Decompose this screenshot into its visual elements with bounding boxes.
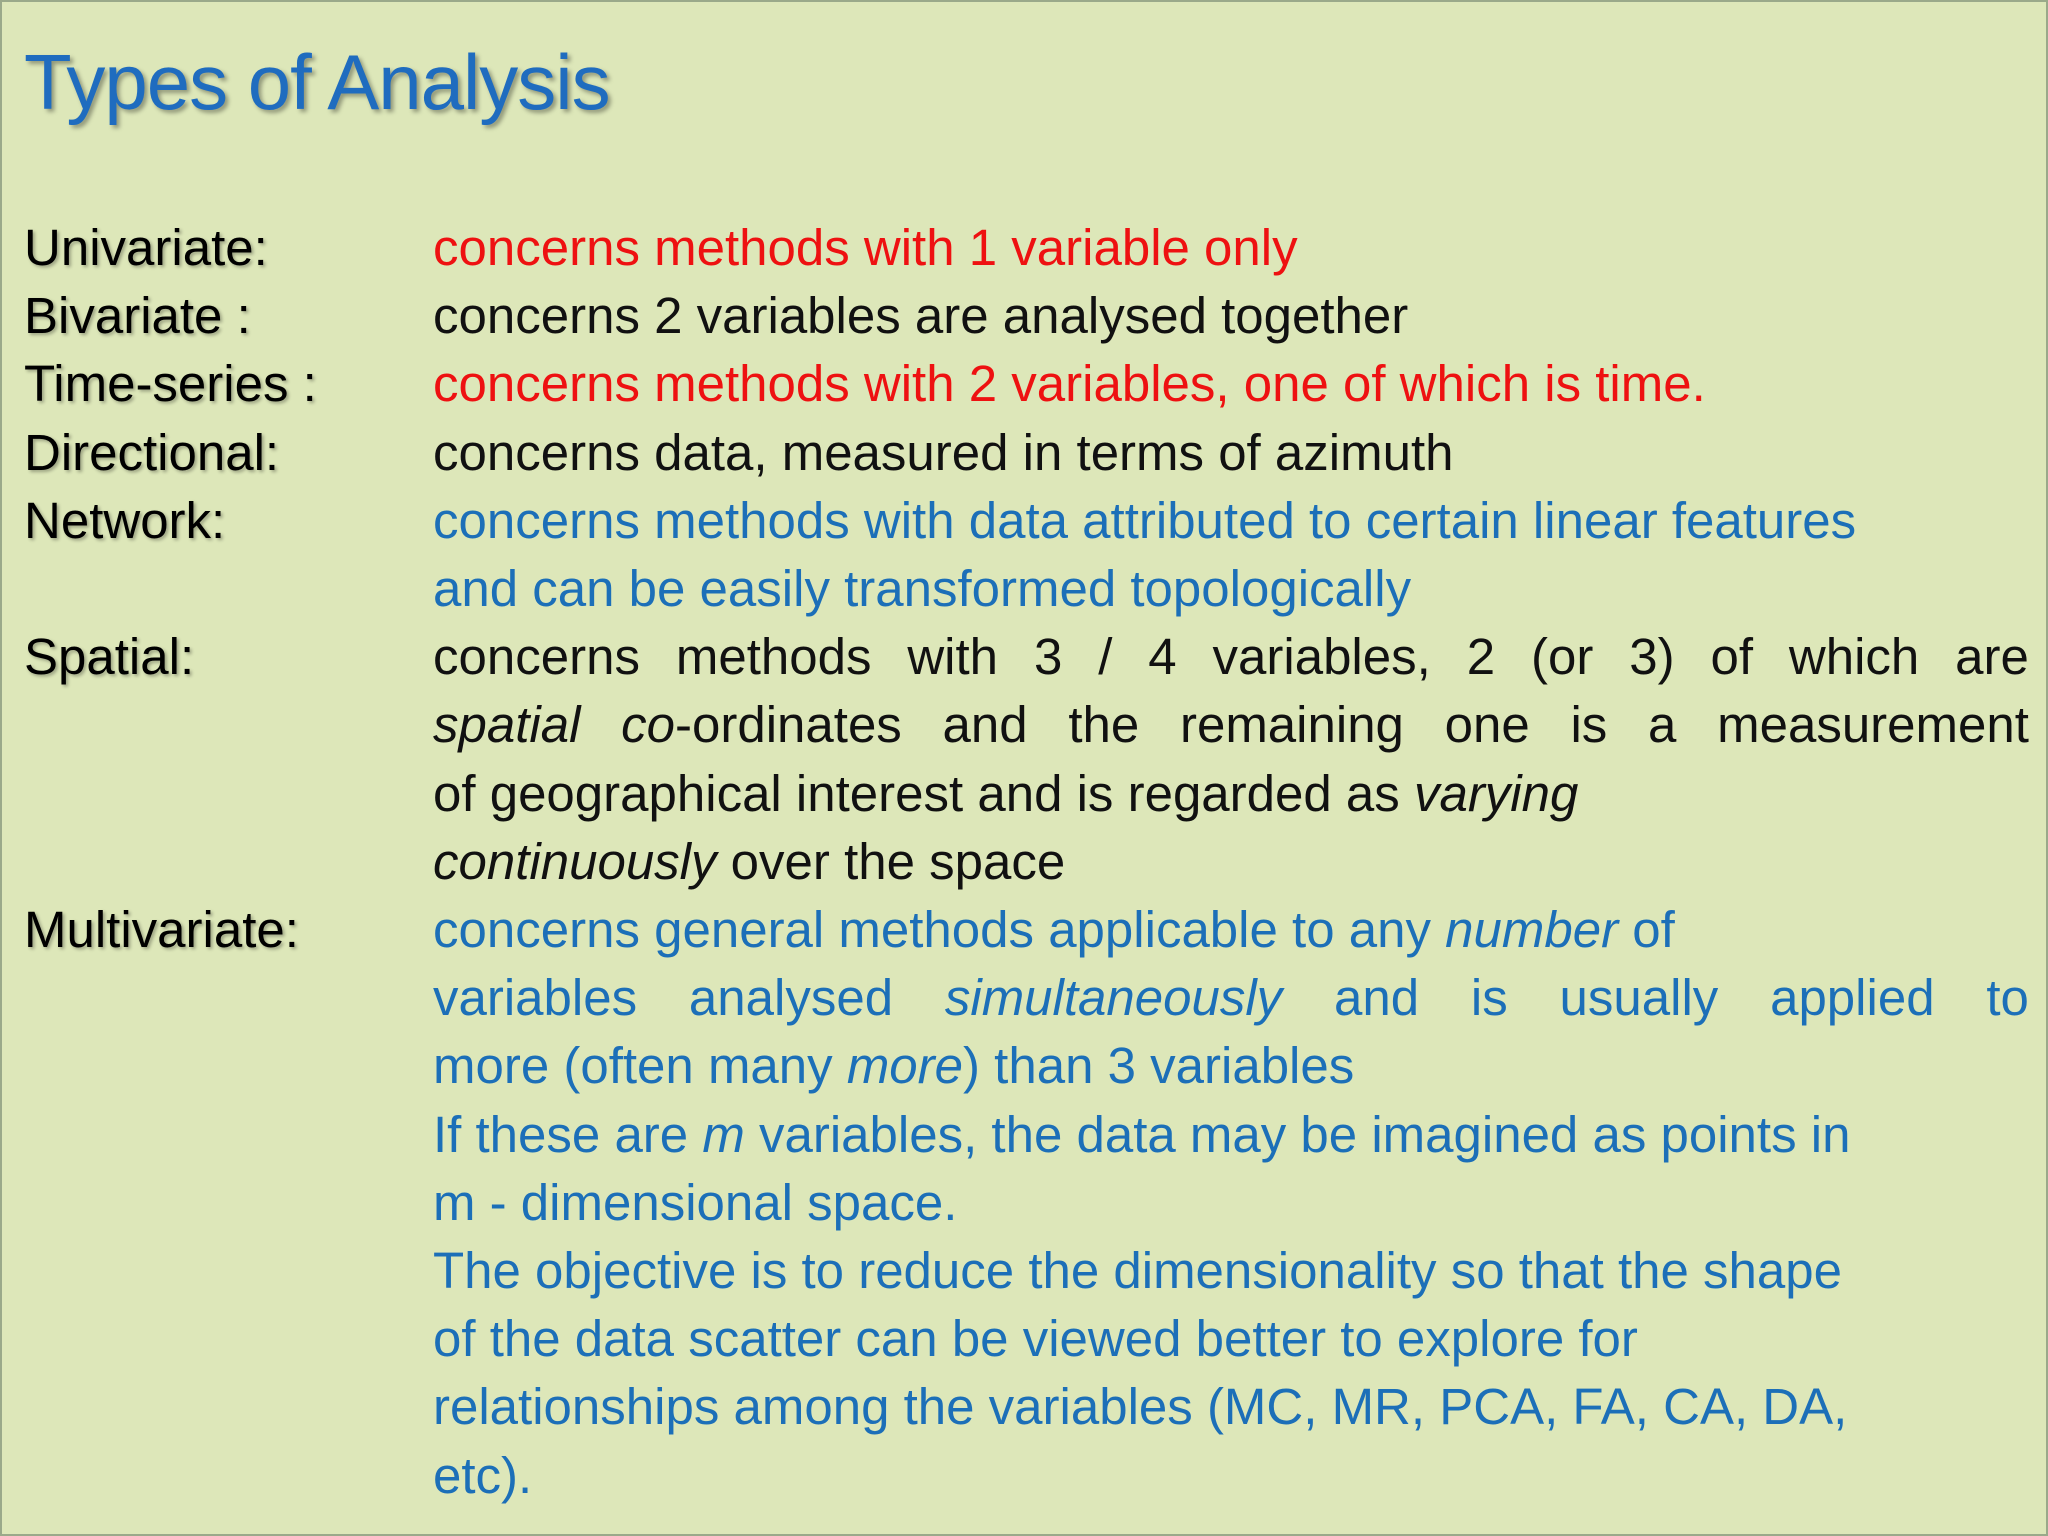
term-multivariate: Multivariate:: [24, 901, 299, 959]
word: analysed: [688, 969, 894, 1027]
word: variables,: [1212, 628, 1431, 686]
text: over the space: [716, 832, 1066, 890]
term-spatial: Spatial:: [24, 628, 195, 686]
text: of geographical interest and is regarded as: [433, 764, 1414, 822]
definition-univariate: [433, 214, 2029, 282]
definition-row-directional: [24, 419, 2029, 487]
term-bivariate: Bivariate :: [24, 287, 251, 345]
word: 2: [1466, 628, 1496, 686]
term-univariate: Univariate:: [24, 219, 268, 276]
word: a: [1648, 696, 1677, 754]
definition-line-justified: [433, 964, 2029, 1032]
word: (or: [1530, 628, 1594, 686]
word-italic: co: [621, 696, 676, 754]
text-italic: continuously: [433, 832, 717, 890]
definition-line: [433, 828, 2029, 896]
text: ) than 3 variables: [963, 1037, 1355, 1095]
word: the: [1068, 696, 1140, 754]
definition-row-univariate: [24, 214, 2029, 282]
definition-line-justified: [433, 623, 2029, 691]
word-italic: simultaneously: [944, 969, 1283, 1027]
definition-row-spatial: [24, 623, 2029, 896]
slide-title: Types of Analysis: [24, 38, 610, 126]
word: 3): [1629, 628, 1675, 686]
word: 4: [1148, 628, 1177, 686]
word-italic: spatial: [433, 696, 581, 754]
text: If these are: [433, 1105, 703, 1163]
word: is: [1470, 969, 1508, 1027]
word: usually: [1559, 969, 1719, 1027]
definition-line: concerns methods with data attributed to certain linear features: [433, 491, 1857, 549]
word: applied: [1770, 969, 1935, 1027]
text: of: [1618, 901, 1675, 959]
definition-text: concerns 2 variables are analysed together: [433, 287, 1409, 345]
term-directional: Directional:: [24, 423, 280, 481]
word: which: [1788, 628, 1920, 686]
definition-directional: [433, 419, 2029, 487]
definition-row-bivariate: [24, 282, 2029, 350]
text-italic: varying: [1413, 764, 1579, 822]
definition-line: [433, 1032, 2029, 1100]
definition-row-time-series: [24, 350, 2029, 418]
definition-time-series: [433, 350, 2029, 418]
definition-line: [433, 896, 2029, 964]
word: one: [1444, 696, 1530, 754]
definition-multivariate: [433, 896, 2029, 1510]
definition-network: [433, 487, 2029, 623]
definition-row-network: [24, 487, 2029, 623]
word-group: [621, 691, 902, 759]
definition-line-justified: [433, 691, 2029, 759]
word: 3: [1033, 628, 1063, 686]
definition-line: m - dimensional space.: [433, 1173, 958, 1231]
word: are: [1955, 628, 2029, 686]
definition-line: etc).: [433, 1446, 533, 1504]
word: is: [1570, 696, 1608, 754]
word: variables: [433, 969, 638, 1027]
word: measurement: [1717, 696, 2029, 754]
text: variables, the data may be imagined as points in: [744, 1105, 1851, 1163]
word: and: [942, 696, 1028, 754]
word: -ordinates: [675, 696, 902, 754]
word: of: [1710, 628, 1753, 686]
definition-line: relationships among the variables (MC, MR, PCA, FA, CA, DA,: [433, 1378, 1848, 1436]
word: remaining: [1179, 696, 1404, 754]
definitions-list: [24, 214, 2029, 1510]
word: and: [1333, 969, 1420, 1027]
definition-line: and can be easily transformed topologically: [433, 560, 1412, 618]
definition-line: [433, 760, 2029, 828]
definition-bivariate: [433, 282, 2029, 350]
word: with: [907, 628, 999, 686]
word: methods: [675, 628, 872, 686]
text-italic: number: [1445, 901, 1619, 959]
word: concerns: [433, 628, 640, 686]
text: more (often many: [433, 1037, 847, 1095]
text-italic: m: [702, 1105, 745, 1163]
word: to: [1986, 969, 2029, 1027]
term-time-series: Time-series :: [24, 355, 317, 413]
definition-line: The objective is to reduce the dimensionality so that the shape: [433, 1242, 1842, 1300]
word: /: [1098, 628, 1113, 686]
definition-spatial: [433, 623, 2029, 896]
text: concerns general methods applicable to any: [433, 901, 1446, 959]
term-network: Network:: [24, 491, 226, 549]
definition-line: of the data scatter can be viewed better to explore for: [433, 1310, 1638, 1368]
definition-text: concerns methods with 1 variable only: [433, 219, 1298, 276]
definition-line: [433, 1101, 2029, 1169]
definition-text: concerns methods with 2 variables, one of which is time.: [433, 355, 1706, 413]
definition-row-multivariate: [24, 896, 2029, 1510]
text-italic: more: [846, 1037, 964, 1095]
definition-text: concerns data, measured in terms of azimuth: [433, 423, 1454, 481]
